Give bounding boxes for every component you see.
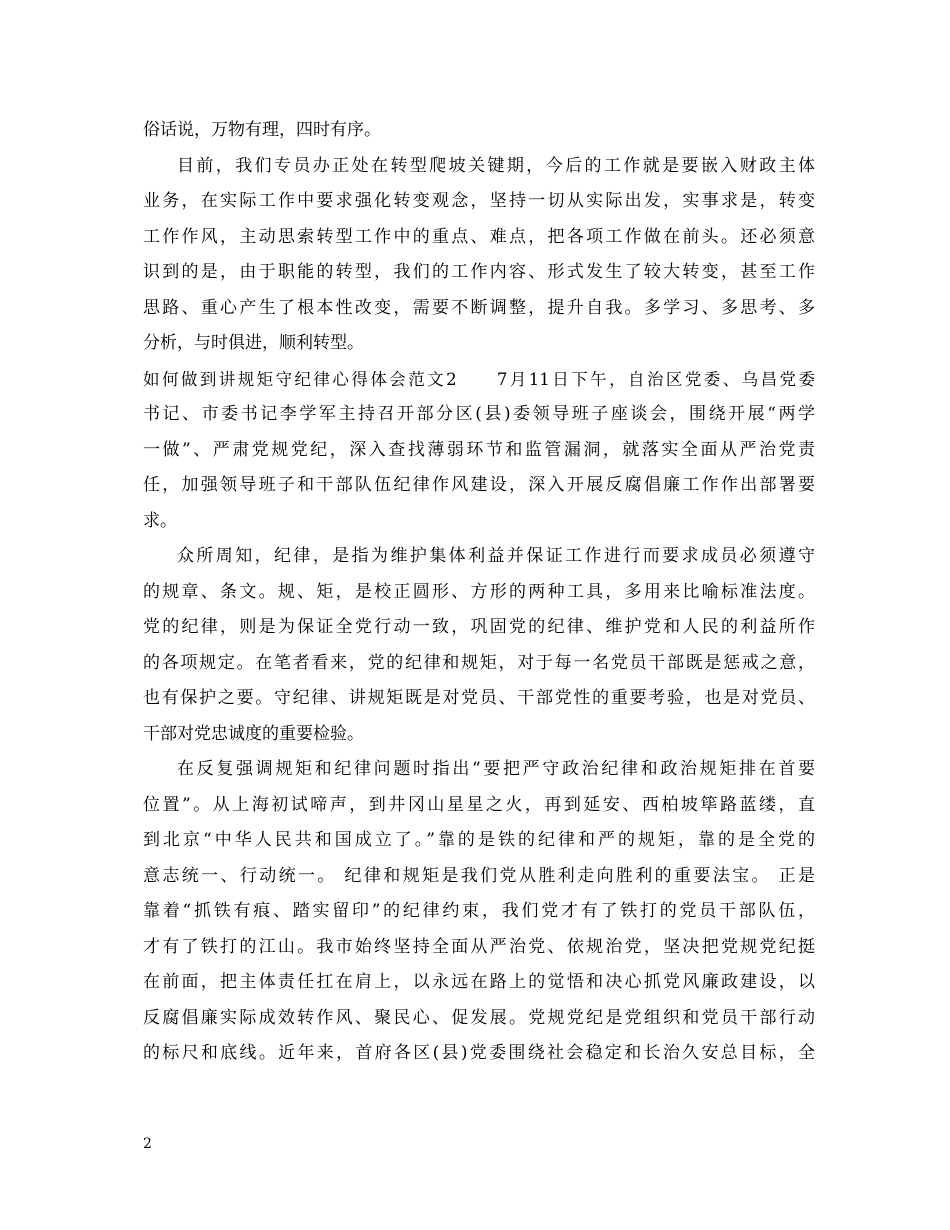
text-line: 识到的是，由于职能的转型，我们的工作内容、形式发生了较大转变，甚至工作 [143,262,815,282]
text-line: 在反复强调规矩和纪律问题时指出“要把严守政治纪律和政治规矩排在首要 [177,759,815,779]
text-line: 反腐倡廉实际成效转作风、聚民心、促发展。党规党纪是党组织和党员干部行动 [143,1007,815,1028]
text-line: 也有保护之要。守纪律、讲规矩既是对党员、干部党性的重要考验，也是对党员、 [143,688,815,708]
text-line: 的各项规定。在笔者看来，党的纪律和规矩，对于每一名党员干部既是惩戒之意， [143,652,815,673]
text-line: 业务，在实际工作中要求强化转变观念，坚持一切从实际出发，实事求是，转变 [143,191,815,211]
document-body [143,113,815,1072]
text-line: 位置”。从上海初试啼声，到井冈山星星之火，再到延安、西柏坡筚路蓝缕，直 [143,794,815,815]
text-line: 干部对党忠诚度的重要检验。 [143,723,364,744]
text-line: 的规章、条文。规、矩，是校正圆形、方形的两种工具，多用来比喻标准法度。 [143,581,815,602]
text-line: 任，加强领导班子和干部队伍纪律作风建设，深入开展反腐倡廉工作作出部署要 [143,475,815,495]
text-line: 目前，我们专员办正处在转型爬坡关键期，今后的工作就是要嵌入财政主体 [177,155,815,176]
text-line: 思路、重心产生了根本性改变，需要不断调整，提升自我。多学习、多思考、多 [143,297,815,318]
text-line: 俗话说，万物有理，四时有序。 [143,120,381,140]
text-line: 在前面，把主体责任扛在肩上，以永远在路上的觉悟和决心抓党风廉政建设，以 [143,972,815,992]
text-line: 到北京“中华人民共和国成立了。”靠的是铁的纪律和严的规矩，靠的是全党的 [143,830,815,850]
text-line: 的标尺和底线。近年来，首府各区(县)党委围绕社会稳定和长治久安总目标，全 [143,1043,815,1063]
text-line: 党的纪律，则是为保证全党行动一致，巩固党的纪律、维护党和人民的利益所作 [143,617,815,637]
text-line: 才有了铁打的江山。我市始终坚持全面从严治党、依规治党，坚决把党规党纪挺 [143,936,815,957]
text-line: 一做”、严肃党规党纪，深入查找薄弱环节和监管漏洞，就落实全面从严治党责 [143,439,815,460]
text-line: 意志统一、行动统一。 纪律和规矩是我们党从胜利走向胜利的重要法宝。 正是 [143,865,815,886]
page-number: 2 [143,1136,152,1152]
text-line: 书记、市委书记李学军主持召开部分区(县)委领导班子座谈会，围绕开展“两学 [143,404,815,424]
text-line: 求。 [143,510,177,531]
text-line: 众所周知，纪律，是指为维护集体利益并保证工作进行而要求成员必须遵守 [177,546,815,566]
text-line: 分析，与时俱进，顺利转型。 [143,333,364,353]
text-line: 靠着“抓铁有痕、踏实留印”的纪律约束，我们党才有了铁打的党员干部队伍， [143,901,815,921]
text-line: 工作作风，主动思索转型工作中的重点、难点，把各项工作做在前头。还必须意 [143,226,815,247]
section-heading-line: 如何做到讲规矩守纪律心得体会范文2 7月11日下午，自治区党委、乌昌党委 [143,369,815,389]
